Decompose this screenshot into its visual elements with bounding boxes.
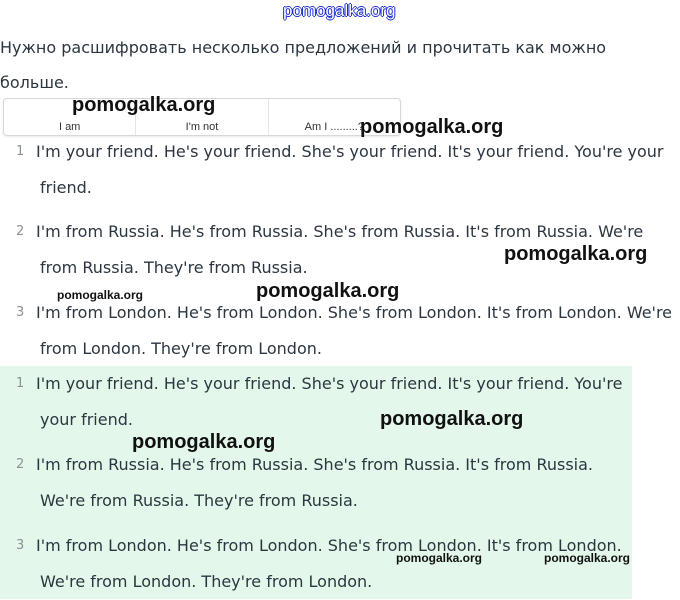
task-item-line-2: friend. — [40, 178, 92, 197]
watermark: pomogalka.org — [360, 116, 504, 138]
answer-item-line-1: I'm from Russia. He's from Russia. She's from Russia. It's from Russia. — [36, 455, 593, 474]
watermark: pomogalka.org — [57, 288, 144, 302]
answer-item-number: 1 — [16, 376, 25, 391]
watermark: pomogalka.org — [544, 551, 631, 565]
task-item-line-1: I'm from London. He's from London. She's from London. It's from London. We're — [36, 303, 673, 322]
task-item — [16, 134, 676, 206]
task-item — [16, 295, 676, 367]
answer-item — [16, 447, 676, 519]
header-cell-question: Am I .........? — [304, 121, 364, 133]
watermark: pomogalka.org — [256, 280, 400, 302]
answer-item-line-2: your friend. — [40, 410, 133, 429]
instruction-line-2: больше. — [0, 73, 69, 92]
watermark-top: pomogalka.org — [283, 1, 396, 20]
answer-item-number: 3 — [16, 538, 25, 553]
header-cell-negative: I'm not — [136, 99, 268, 135]
instruction-line-1: Нужно расшифровать несколько предложений и прочитать как можно — [0, 38, 607, 57]
watermark: pomogalka.org — [132, 431, 276, 453]
answer-item — [16, 366, 676, 438]
answer-item-line-2: We're from London. They're from London. — [40, 572, 373, 591]
task-item-line-2: from London. They're from London. — [40, 339, 322, 358]
answer-item-line-1: I'm your friend. He's your friend. She's your friend. It's your friend. You're — [36, 374, 623, 393]
watermark: pomogalka.org — [396, 551, 483, 565]
header-cell-affirmative: I am — [4, 99, 136, 135]
answer-item-number: 2 — [16, 457, 25, 472]
watermark: pomogalka.org — [504, 243, 648, 265]
answer-item-line-1: I'm from London. He's from London. She's from London. It's from London. — [36, 536, 622, 555]
task-item-line-1: I'm from Russia. He's from Russia. She's from Russia. It's from Russia. We're — [36, 222, 644, 241]
task-item-line-2: from Russia. They're from Russia. — [40, 258, 308, 277]
instruction-text — [0, 30, 660, 100]
task-item-line-1: I'm your friend. He's your friend. She's your friend. It's your friend. You're your — [36, 142, 664, 161]
task-item-number: 3 — [16, 305, 25, 320]
answer-item-line-2: We're from Russia. They're from Russia. — [40, 491, 358, 510]
watermark: pomogalka.org — [72, 94, 216, 116]
task-item-number: 2 — [16, 224, 25, 239]
watermark: pomogalka.org — [380, 408, 524, 430]
task-item-number: 1 — [16, 144, 25, 159]
